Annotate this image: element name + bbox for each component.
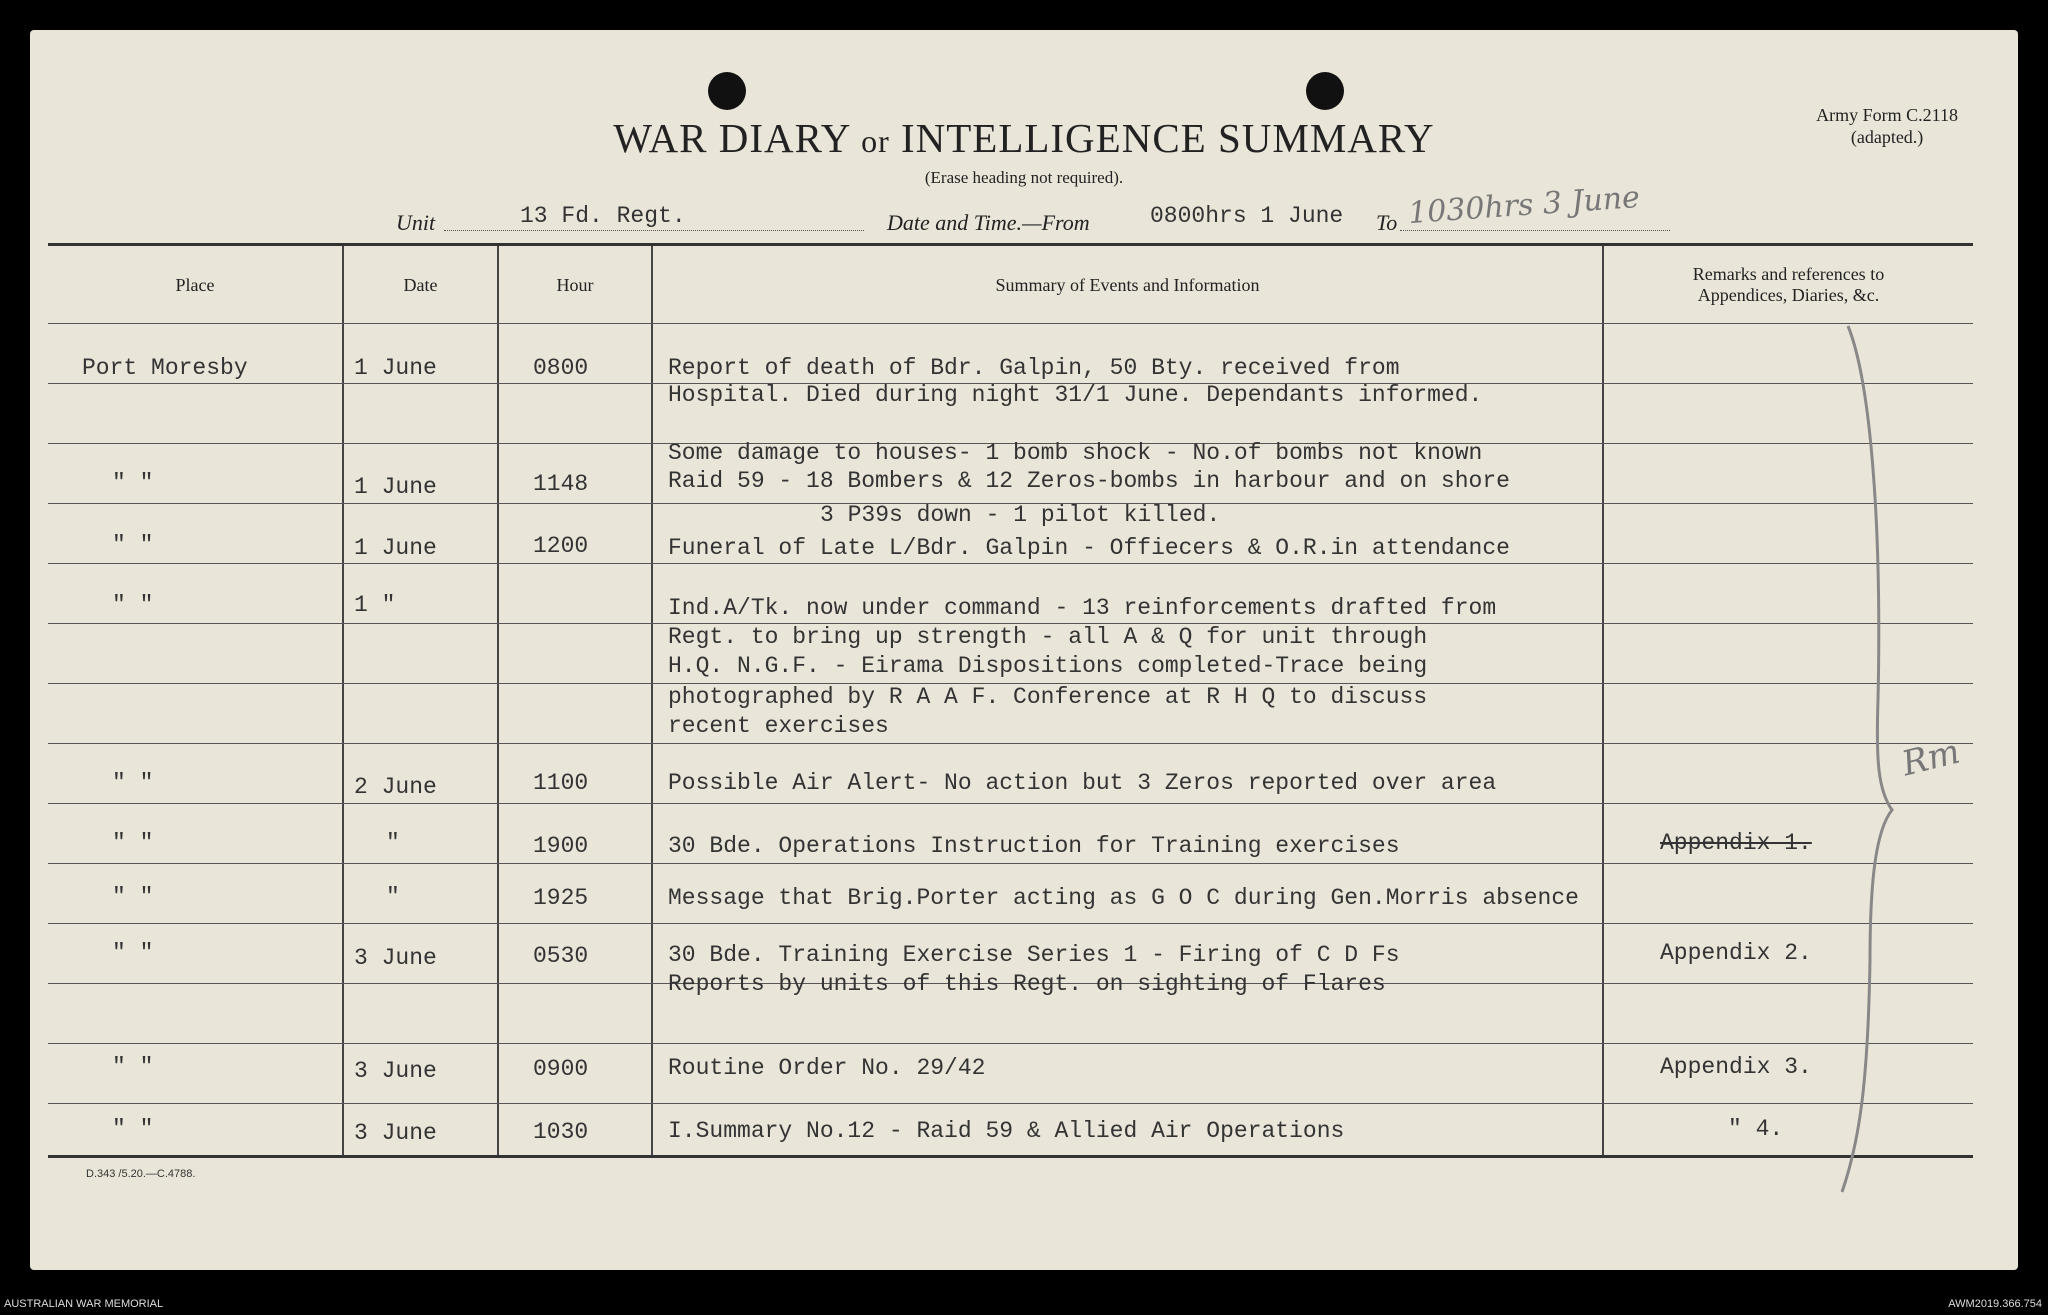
place-cell: " " [112,830,154,856]
date-cell: 1 June [354,355,437,381]
date-cell: 2 June [354,774,437,800]
hour-cell: 1030 [533,1119,589,1145]
date-cell: 3 June [354,945,437,971]
row-rule [48,1043,1973,1044]
date-to-dotted-line [1400,230,1670,231]
summary-line: Regt. to bring up strength - all A & Q for unit through [668,624,1428,650]
date-cell: 1 June [354,535,437,561]
place-cell: " " [112,1054,154,1080]
hour-cell: 0800 [533,355,589,381]
summary-line: 30 Bde. Operations Instruction for Training exercises [668,833,1400,859]
col-header-remarks: Remarks and references to Appendices, Diaries, &c. [1692,264,1885,305]
summary-line: Funeral of Late L/Bdr. Galpin - Offiecers & O.R.in attendance [668,535,1510,561]
date-cell: 3 June [354,1058,437,1084]
summary-line: Reports by units of this Regt. on sighting of Flares [668,971,1386,997]
hour-cell: 0900 [533,1056,589,1082]
summary-line: Possible Air Alert- No action but 3 Zeros reported over area [668,770,1497,796]
summary-line: H.Q. N.G.F. - Eirama Dispositions completed-Trace being [668,653,1428,679]
summary-line: photographed by R A A F. Conference at R H Q to discuss [668,684,1428,710]
col-header-summary: Summary of Events and Information [995,275,1260,295]
punch-hole [708,72,746,110]
summary-line: Hospital. Died during night 31/1 June. Dependants informed. [668,382,1483,408]
row-rule [48,743,1973,744]
row-rule [48,863,1973,864]
place-cell: " " [112,532,154,558]
place-cell: " " [112,1116,154,1142]
table-top-rule [48,243,1973,246]
date-cell: " [386,884,400,910]
summary-line: 3 P39s down - 1 pilot killed. [820,502,1221,528]
date-time-label: Date and Time.—From [887,210,1090,235]
summary-line: Some damage to houses- 1 bomb shock - No.of bombs not known [668,440,1483,466]
date-to-label: To [1376,210,1398,235]
date-cell: " [386,830,400,856]
summary-line: Report of death of Bdr. Galpin, 50 Bty. received from [668,355,1400,381]
summary-line: Message that Brig.Porter acting as G O C during Gen.Morris absence [668,885,1579,911]
place-cell: Port Moresby [82,355,248,381]
place-cell: " " [112,770,154,796]
credit-right: AWM2019.366.754 [1948,1298,2042,1310]
date-to-handwritten: 1030hrs 3 June [1407,179,1641,232]
credit-left: AUSTRALIAN WAR MEMORIAL [4,1298,164,1310]
unit-label: Unit [396,210,436,235]
page-title: WAR DIARY or INTELLIGENCE SUMMARY [613,115,1435,161]
place-cell: " " [112,940,154,966]
summary-line: I.Summary No.12 - Raid 59 & Allied Air Operations [668,1118,1345,1144]
date-cell: 1 June [354,474,437,500]
summary-line: Ind.A/Tk. now under command - 13 reinforcements drafted from [668,595,1497,621]
place-cell: " " [112,470,154,496]
subtitle: (Erase heading not required). [924,168,1124,187]
hour-cell: 1100 [533,770,589,796]
summary-line: Raid 59 - 18 Bombers & 12 Zeros-bombs in harbour and on shore [668,468,1510,494]
remark-appendix-3: Appendix 3. [1660,1054,1812,1080]
date-cell: 1 " [354,592,396,618]
hour-cell: 1148 [533,471,589,497]
handwritten-initials: Rm [1898,731,1964,785]
form-print-code: D.343 /5.20.—C.4788. [86,1168,196,1180]
row-rule [48,563,1973,564]
hour-cell: 1200 [533,533,589,559]
remark-appendix-4: " 4. [1728,1116,1784,1142]
row-rule [48,323,1973,324]
row-rule [48,923,1973,924]
date-cell: 3 June [354,1120,437,1146]
unit-value: 13 Fd. Regt. [520,203,686,229]
hour-cell: 1925 [533,885,589,911]
date-from-value: 0800hrs 1 June [1150,203,1344,229]
col-header-hour: Hour [556,275,594,295]
hour-cell: 1900 [533,833,589,859]
remark-appendix-1: Appendix 1. [1660,830,1812,856]
remark-appendix-2: Appendix 2. [1660,940,1812,966]
place-cell: " " [112,884,154,910]
col-header-place: Place [175,275,215,295]
row-rule [48,803,1973,804]
row-rule [48,1103,1973,1104]
punch-hole [1306,72,1344,110]
army-form-number: Army Form C.2118 (adapted.) [1816,105,1958,147]
summary-line: 30 Bde. Training Exercise Series 1 - Firing of C D Fs [668,942,1400,968]
hour-cell: 0530 [533,943,589,969]
col-header-date: Date [403,275,438,295]
place-cell: " " [112,592,154,618]
diary-page [30,30,2018,1270]
table-bottom-rule [48,1155,1973,1158]
summary-line: Routine Order No. 29/42 [668,1055,986,1081]
summary-line: recent exercises [668,713,889,739]
unit-dotted-line [444,230,864,231]
